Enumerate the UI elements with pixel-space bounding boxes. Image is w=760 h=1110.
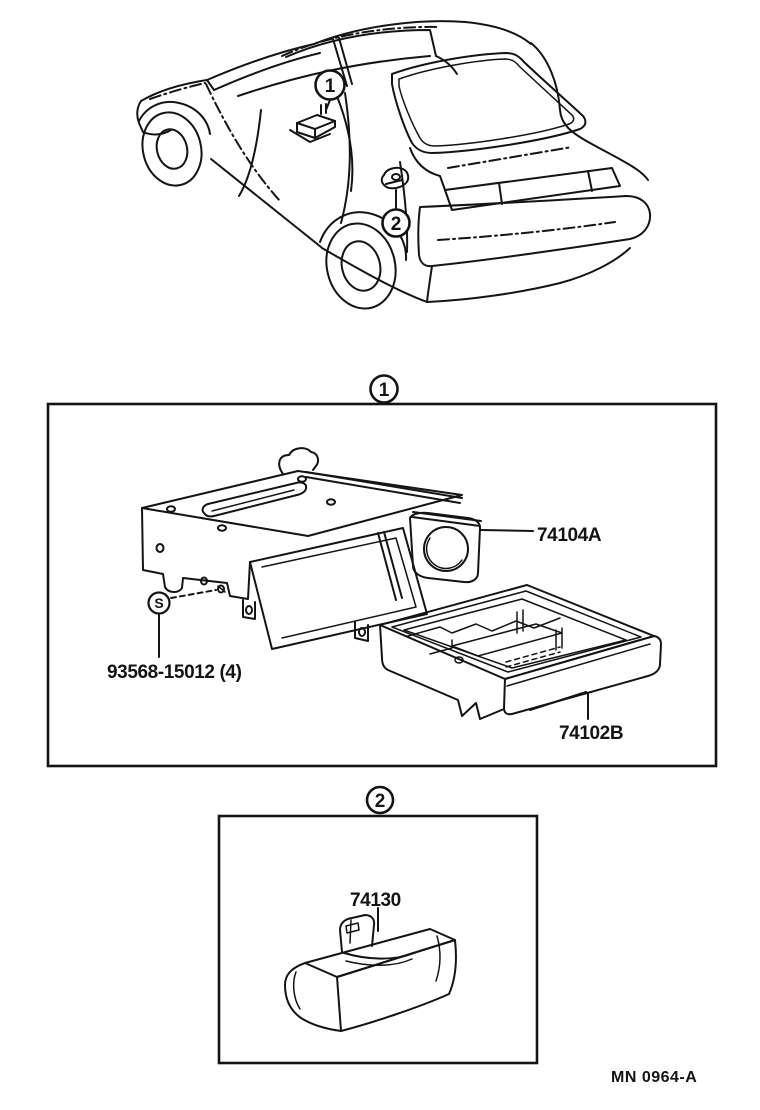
- car-callout-1: [316, 71, 345, 100]
- detail-box-2-border: [219, 816, 537, 1063]
- box-2-callout: [367, 787, 393, 813]
- ashtray-74102b-drawing: [380, 585, 661, 719]
- footer-code: MN 0964-A: [611, 1069, 698, 1086]
- car-callout-2-number: 2: [390, 214, 402, 235]
- box-1-callout-number: 1: [378, 380, 390, 401]
- car-callout-1-number: 1: [324, 76, 336, 97]
- label-74130: 74130: [350, 890, 401, 911]
- label-74102b: 74102B: [559, 723, 624, 744]
- leader-74104a: [481, 530, 533, 531]
- detail-box-1-border: [48, 404, 716, 766]
- box-1-callout: [371, 376, 398, 403]
- car-illustration: [135, 21, 650, 316]
- retainer-74104a-drawing: [142, 448, 481, 649]
- screw-symbol-letter: S: [154, 595, 164, 611]
- label-74104a: 74104A: [537, 525, 602, 546]
- screw-symbol: [149, 590, 217, 657]
- box-2-callout-number: 2: [374, 791, 386, 812]
- label-screw: 93568-15012 (4): [107, 662, 242, 683]
- rear-ashtray-74130-drawing: [285, 915, 456, 1031]
- rear-ashtray-location-sketch: [382, 168, 408, 188]
- front-ashtray-location-sketch: [290, 104, 335, 142]
- car-callout-2: [383, 210, 410, 237]
